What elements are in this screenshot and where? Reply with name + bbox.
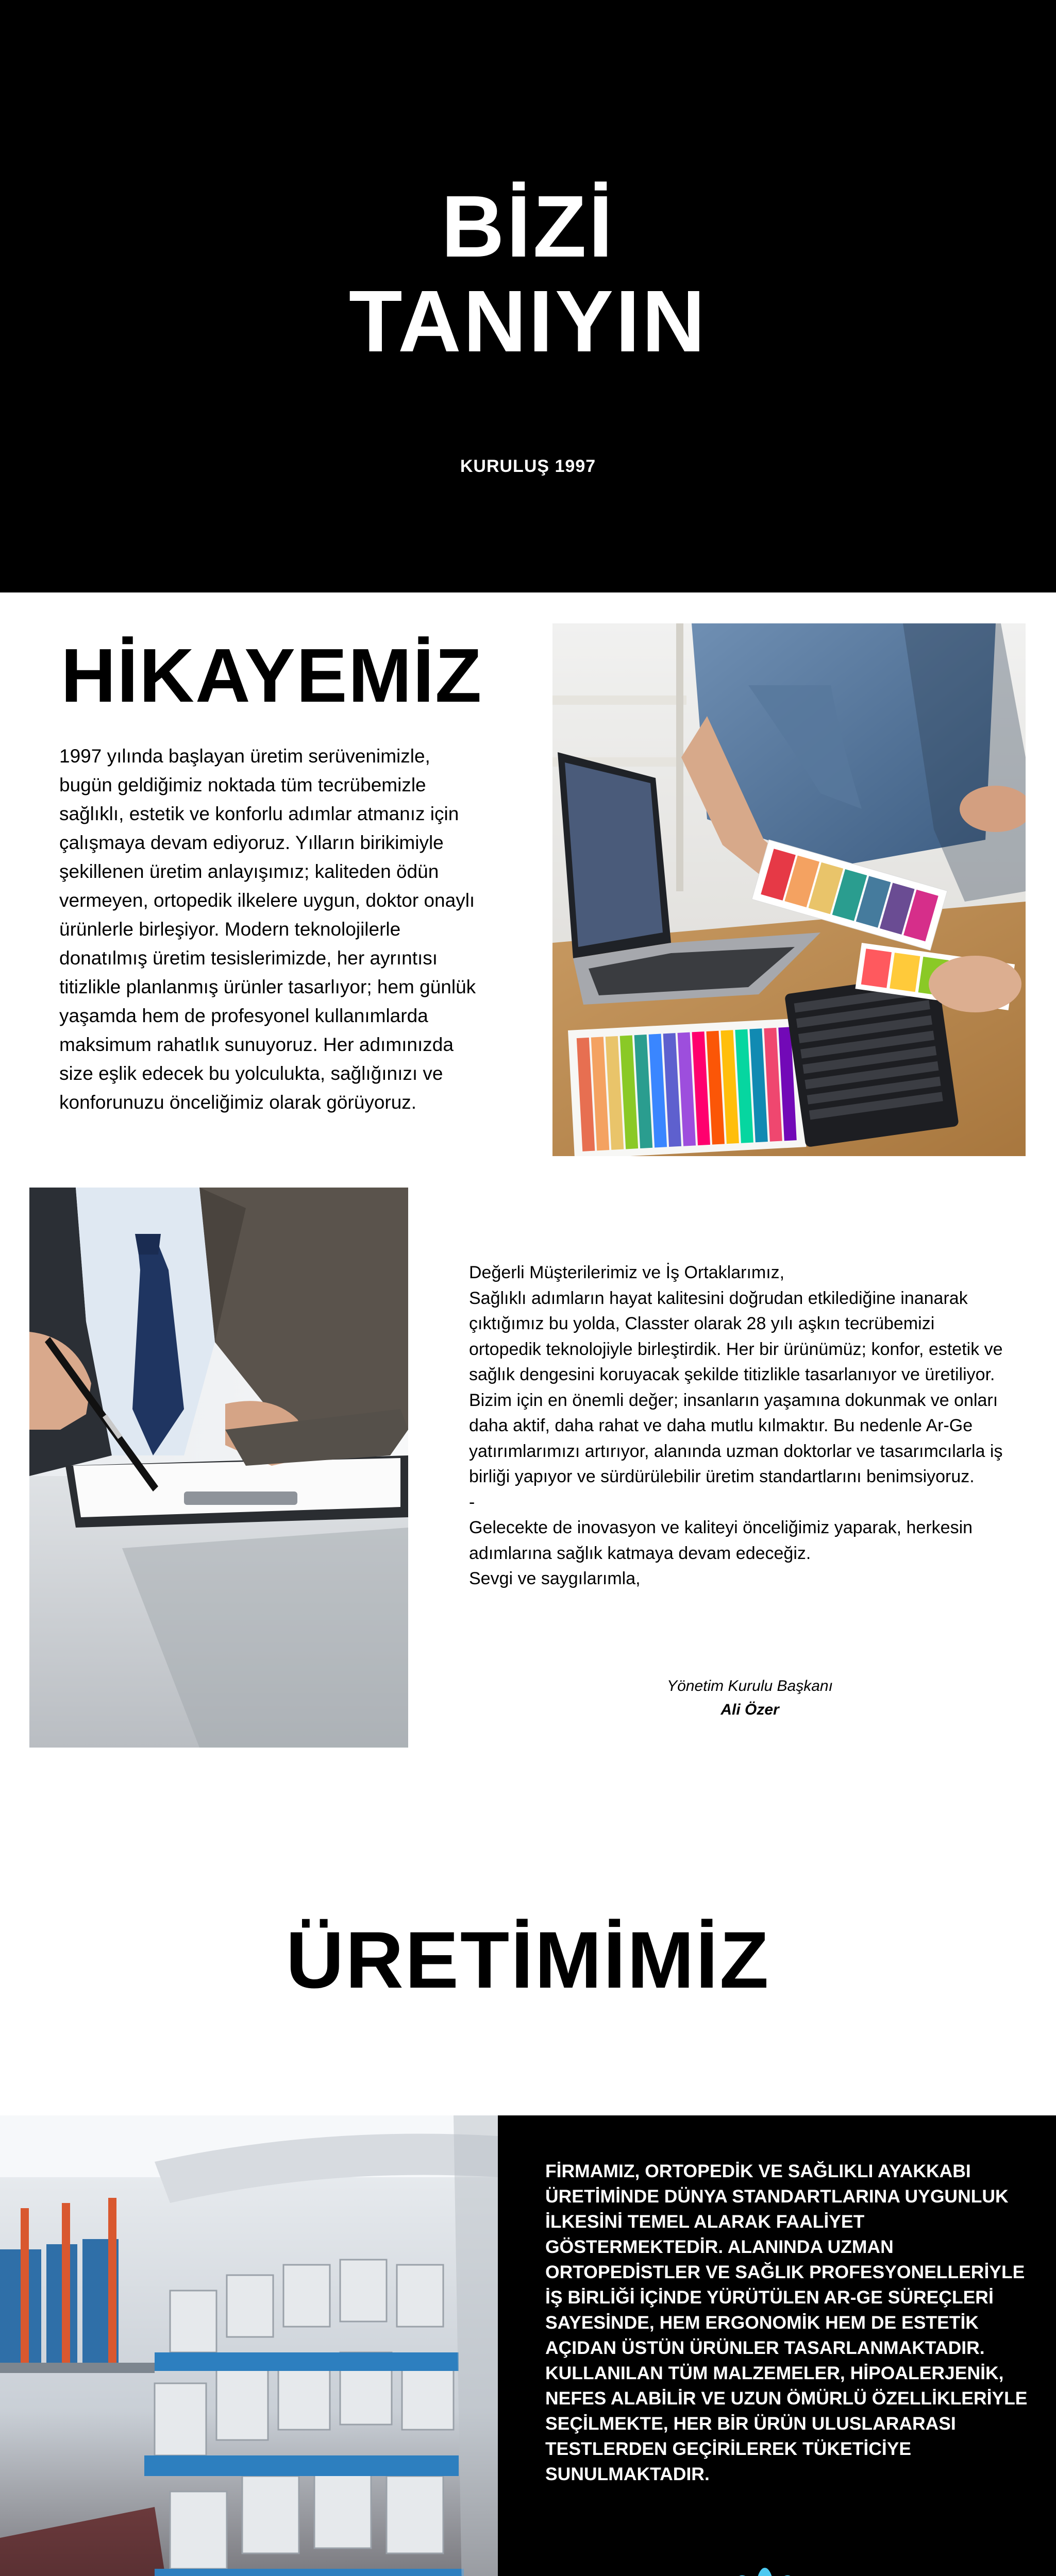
factory-machine-photo <box>0 2115 498 2576</box>
production-panel <box>498 2115 1056 2576</box>
story-title: HİKAYEMİZ <box>61 633 483 718</box>
letter-greeting: Değerli Müşterilerimiz ve İş Ortaklarımız, <box>469 1263 785 1282</box>
letter-paragraph-1: Sağlıklı adımların hayat kalitesini doğrudan etkilediğine inanarak çıktığımız bu yolda, Classter olarak 28 yılı aşkın tecrübemizi ortopedik teknolojiyle birleştirdik. Her bir ürünümüz; konfor, estetik ve sağlık dengesini koruyacak şekilde titizlikle tasarlanıyor ve üretiliyor. <box>469 1288 1003 1384</box>
hero-title <box>0 179 1056 369</box>
letter-paragraph-2: Bizim için en önemli değer; insanların yaşamına dokunmak ve onları daha aktif, daha rahat ve daha mutlu kılmaktır. Bu nedenle Ar-Ge yatırımlarımızı artırıyor, alanında uzman doktorlar ve tasarımcılarla iş birliği yapıyor ve sürdürülebilir üretim standartlarını benimsiyoruz. <box>469 1390 1003 1486</box>
signature-name: Ali Özer <box>720 1701 779 1718</box>
chairman-letter <box>469 1260 1005 1592</box>
hero-title-line1: BİZİ <box>441 178 615 276</box>
production-title: ÜRETİMİMİZ <box>286 1916 770 2005</box>
founded-label: KURULUŞ 1997 <box>460 456 596 476</box>
letter-paragraph-3: Gelecekte de inovasyon ve kaliteyi önceliğimiz yaparak, herkesin adımlarına sağlık katmaya devam edeceğiz. <box>469 1518 973 1563</box>
story-text: 1997 yılında başlayan üretim serüvenimizle, bugün geldiğimiz noktada tüm tecrübemizle sağlıklı, estetik ve konforlu adımlar atmanız için çalışmaya devam ediyoruz. Yılların birikimiyle şekillenen üretim anlayışımız; kaliteden ödün vermeyen, ortopedik ilkelere uygun, doktor onaylı ürünlerle birleşiyor. Modern teknolojilerle donatılmış üretim tesislerimizde, her ayrıntısı titizlikle planlanmış ürünler tasarlıyor; hem günlük yaşamda hem de profesyonel kullanımlarda maksimum rahatlık sunuyoruz. Her adımınızda size eşlik edecek bu yolculukta, sağlığınızı ve konforunuzu önceliğimiz olarak görüyoruz. <box>59 745 476 1113</box>
letter-closing: Sevgi ve saygılarımla, <box>469 1569 641 1588</box>
signing-photo <box>29 1188 408 1748</box>
design-team-photo <box>552 623 1026 1156</box>
flower-icon <box>718 2565 811 2576</box>
hero-title-line2: TANIYIN <box>348 273 708 370</box>
letter-separator: - <box>469 1492 475 1512</box>
hero-section <box>0 0 1056 592</box>
signature-block <box>608 1674 892 1722</box>
production-text: FİRMAMIZ, ORTOPEDİK VE SAĞLIKLI AYAKKABI ÜRETİMİNDE DÜNYA STANDARTLARINA UYGUNLUK İLKESİNİ TEMEL ALARAK FAALİYET GÖSTERMEKTEDİR. ALANINDA UZMAN ORTOPEDİSTLER VE SAĞLIK PROFESYONELLERİYLE İŞ BİRLİĞİ İÇİNDE YÜRÜTÜLEN AR-GE SÜREÇLERİ SAYESİNDE, HEM ERGONOMİK HEM DE ESTETİK AÇIDAN ÜSTÜN ÜRÜNLER TASARLANMAKTADIR. KULLANILAN TÜM MALZEMELER, HİPOALERJENİK, NEFES ALABİLİR VE UZUN ÖMÜRLÜ ÖZELLİKLERİYLE SEÇİLMEKTE, HER BİR ÜRÜN ULUSLARARASI TESTLERDEN GEÇİRİLEREK TÜKETİCİYE SUNULMAKTADIR. <box>545 2161 1028 2484</box>
signature-role: Yönetim Kurulu Başkanı <box>667 1677 833 1694</box>
